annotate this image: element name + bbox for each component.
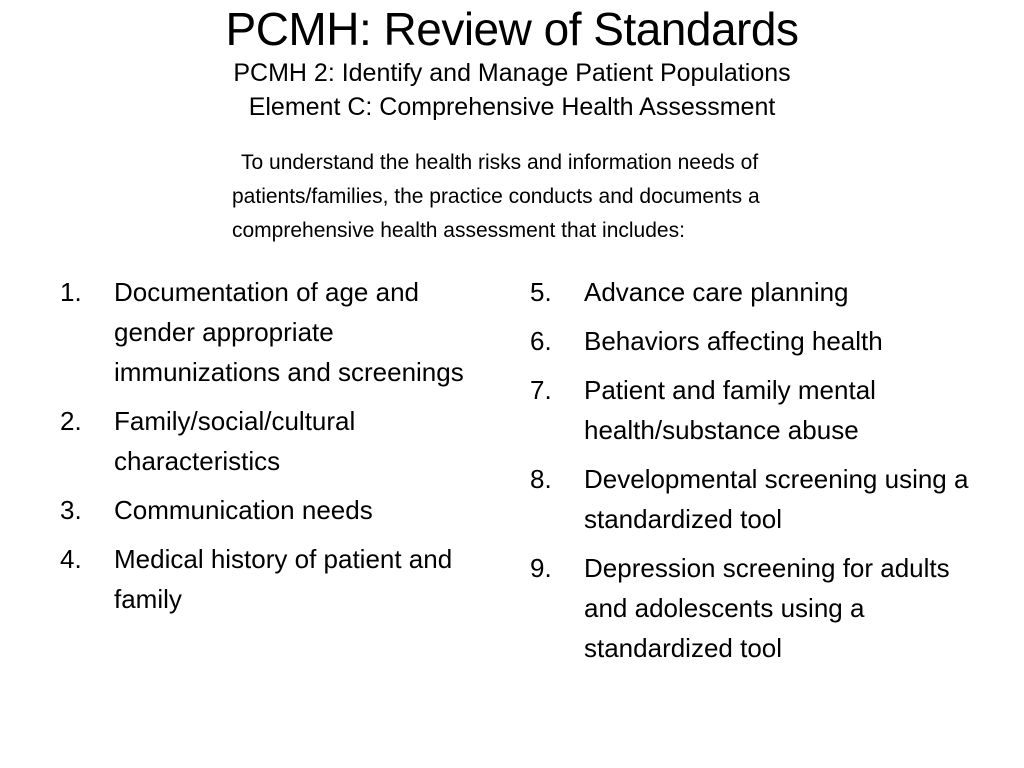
list-item [60, 272, 500, 392]
list-item-number: 1. [60, 277, 82, 307]
list-item-number: 6. [530, 326, 552, 356]
list-item [60, 539, 500, 619]
list-item [530, 321, 970, 361]
slide-title: PCMH: Review of Standards [225, 3, 799, 55]
list-item-text: Patient and family mental health/substance abuse [584, 375, 876, 445]
list-item [530, 272, 970, 312]
list-item-text: Advance care planning [584, 277, 849, 307]
list-item-text: Behaviors affecting health [584, 326, 883, 356]
list-item-text: Documentation of age and gender appropriate immunizations and screenings [114, 277, 464, 387]
standard-subtitle: PCMH 2: Identify and Manage Patient Populations [233, 59, 791, 87]
list-item-text: Developmental screening using a standardized tool [584, 464, 969, 534]
list-item-number: 8. [530, 464, 552, 494]
list-item-number: 5. [530, 277, 552, 307]
list-item [530, 370, 970, 450]
list-item [530, 459, 970, 539]
list-item-text: Medical history of patient and family [114, 544, 453, 614]
list-item-number: 9. [530, 553, 552, 583]
title-block [0, 2, 1024, 124]
list-item-text: Depression screening for adults and adolescents using a standardized tool [584, 553, 950, 663]
list-item-text: Communication needs [114, 495, 373, 525]
list-item-number: 4. [60, 544, 82, 574]
intro-line: patients/families, the practice conducts and documents a [232, 185, 760, 208]
list-item [530, 548, 970, 668]
intro-line: To understand the health risks and information needs of [241, 151, 759, 174]
list-item [60, 490, 500, 530]
list-item [60, 401, 500, 481]
list-item-number: 3. [60, 495, 82, 525]
list-item-number: 7. [530, 375, 552, 405]
intro-paragraph [232, 146, 922, 248]
intro-line: comprehensive health assessment that includes: [232, 219, 685, 242]
list-item-text: Family/social/cultural characteristics [114, 406, 356, 476]
list-item-number: 2. [60, 406, 82, 436]
element-subtitle: Element C: Comprehensive Health Assessment [248, 93, 776, 121]
requirements-list-left [60, 272, 500, 628]
requirements-list-right [530, 272, 970, 677]
